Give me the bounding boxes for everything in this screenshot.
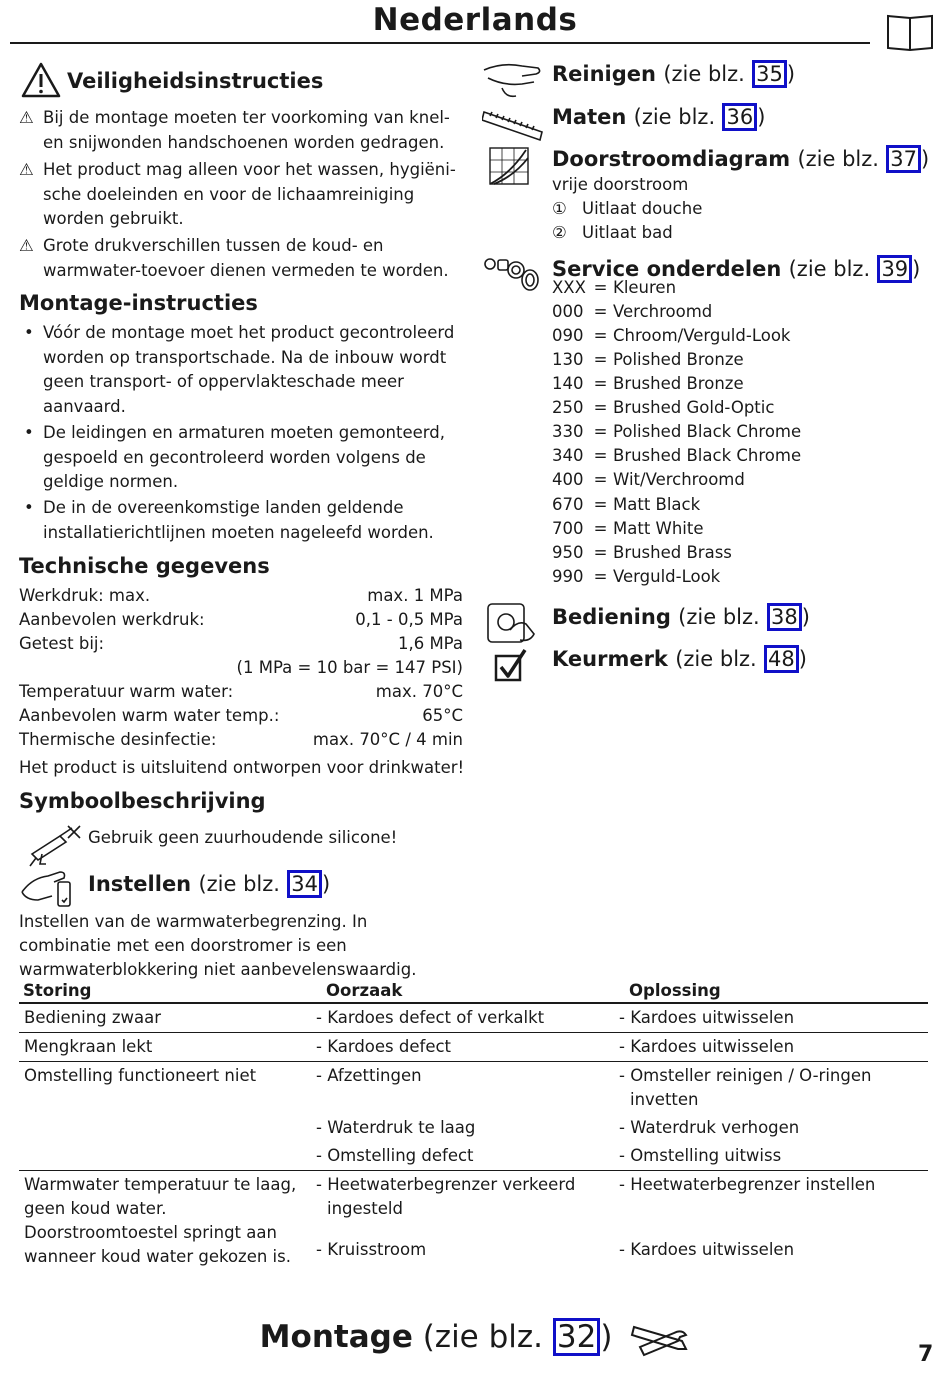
tech-title: Technische gegevens — [19, 554, 270, 578]
mounting-item: • De leidingen en armaturen moeten gemonteerd, gespoeld en gecontroleerd worden volgens de geldige normen. — [24, 423, 445, 491]
column-header: Oplossing — [625, 980, 928, 1003]
color-row: 670 = Matt Black — [552, 495, 701, 514]
table-row: Bediening zwaar - Kardoes defect of verkalkt - Kardoes uitwisselen — [19, 1003, 928, 1033]
table-row: - Omstelling defect - Omstelling uitwiss — [19, 1142, 928, 1171]
flow-diagram-icon — [486, 144, 534, 188]
color-row: 950 = Brushed Brass — [552, 543, 732, 562]
page-link-48[interactable]: 48 — [764, 645, 799, 673]
page-link-37[interactable]: 37 — [886, 145, 921, 173]
symbols-title: Symboolbeschrijving — [19, 789, 266, 813]
page-title: Nederlands — [372, 2, 578, 38]
warning-small-icon: ⚠ — [19, 108, 34, 127]
warning-small-icon: ⚠ — [19, 160, 34, 179]
color-row: 700 = Matt White — [552, 519, 704, 538]
table-row: - Waterdruk te laag - Waterdruk verhogen — [316, 1118, 800, 1137]
tech-row: (1 MPa = 10 bar = 147 PSI) — [236, 658, 463, 677]
page-link-32[interactable]: 32 — [553, 1318, 600, 1356]
checkbox-check-icon — [494, 648, 528, 684]
tech-row: Aanbevolen werkdruk: 0,1 - 0,5 MPa — [19, 610, 463, 629]
table-row: Mengkraan lekt - Kardoes defect - Kardoes uitwisselen — [19, 1033, 928, 1062]
safety-item: ⚠ Het product mag alleen voor het wassen, hygiëni-sche doeleinden en voor de lichaamreiniging worden gebruikt. — [19, 160, 456, 228]
color-row: XXX = Kleuren — [552, 278, 677, 297]
color-row: 400 = Wit/Verchroomd — [552, 470, 745, 489]
page-link-35[interactable]: 35 — [752, 60, 787, 88]
silicone-gun-icon — [22, 824, 84, 868]
maten-heading: Maten (zie blz. 36 ) — [552, 105, 766, 129]
flow-sub: vrije doorstroom — [552, 175, 689, 194]
instellen-heading: Instellen (zie blz. 34 ) — [88, 872, 331, 896]
warning-icon — [21, 62, 61, 98]
tools-icon — [630, 1319, 690, 1359]
tech-row: Temperatuur warm water: max. 70°C — [19, 682, 463, 701]
safety-title: Veiligheidsinstructies — [67, 69, 324, 93]
color-row: 340 = Brushed Black Chrome — [552, 446, 802, 465]
ruler-icon — [482, 100, 544, 144]
color-row: 140 = Brushed Bronze — [552, 374, 744, 393]
flow-item: ① Uitlaat douche — [552, 197, 702, 221]
color-row: 090 = Chroom/Verguld-Look — [552, 326, 791, 345]
bediening-heading: Bediening (zie blz. 38 ) — [552, 605, 810, 629]
service-parts-icon — [482, 252, 544, 296]
flow-item: ② Uitlaat bad — [552, 221, 673, 245]
flow-heading: Doorstroomdiagram (zie blz. 37 ) — [552, 147, 930, 171]
cleaning-hand-icon — [482, 58, 544, 102]
warning-small-icon: ⚠ — [19, 236, 34, 255]
column-header: Oorzaak — [322, 980, 625, 1003]
mounting-item: • De in de overeenkomstige landen geldende installatierichtlijnen moeten nageleefd worden. — [24, 498, 434, 542]
troubleshoot-table — [19, 980, 928, 1271]
table-row: Warmwater temperatuur te laag, geen koud water. Doorstroomtoestel springt aan wanneer koud water gekozen is. - Heetwaterbegrenzer verkeerd ingesteld - Heetwaterbegrenzer instellen — [24, 1175, 876, 1266]
tech-row: Aanbevolen warm water temp.: 65°C — [19, 706, 463, 725]
operation-hand-icon — [482, 600, 544, 644]
tech-row: Thermische desinfectie: max. 70°C / 4 min — [19, 730, 463, 749]
instellen-text: Instellen van de warmwaterbegrenzing. In combinatie met een doorstromer is een warmwaterblokkering niet aanbevelenswaardig. — [19, 912, 417, 979]
number-badge: ① — [552, 199, 567, 218]
keurmerk-heading: Keurmerk (zie blz. 48 ) — [552, 647, 807, 671]
page-link-34[interactable]: 34 — [287, 870, 322, 898]
tech-note: Het product is uitsluitend ontworpen voor drinkwater! — [19, 758, 465, 777]
column-header: Storing — [19, 980, 322, 1003]
table-row: Omstelling functioneert niet - Afzettingen - Omsteller reinigen / O-ringen invetten — [24, 1066, 872, 1109]
page-link-38[interactable]: 38 — [767, 603, 802, 631]
title-rule — [10, 42, 870, 44]
book-icon — [886, 12, 934, 52]
footer-heading: Montage (zie blz. 32 ) — [0, 1318, 950, 1359]
safety-item: ⚠ Bij de montage moeten ter voorkoming van knel- en snijwonden handschoenen worden gedragen. — [19, 108, 450, 152]
tech-row: Getest bij: 1,6 MPa — [19, 634, 463, 653]
silicone-text: Gebruik geen zuurhoudende silicone! — [88, 828, 398, 847]
table-header — [19, 980, 928, 1003]
number-badge: ② — [552, 223, 567, 242]
safety-item: ⚠ Grote drukverschillen tussen de koud- en warmwater-toevoer dienen vermeden te worden. — [19, 236, 449, 280]
page-number: 7 — [918, 1342, 934, 1367]
table-row: - Kruisstroom - Kardoes uitwisselen — [316, 1240, 795, 1260]
page-link-39[interactable]: 39 — [877, 255, 912, 283]
color-row: 990 = Verguld-Look — [552, 567, 721, 586]
color-row: 000 = Verchroomd — [552, 302, 713, 321]
color-row: 250 = Brushed Gold-Optic — [552, 398, 775, 417]
adjust-hand-icon — [18, 866, 80, 910]
tech-row: Werkdruk: max. max. 1 MPa — [19, 586, 463, 605]
page-link-36[interactable]: 36 — [722, 103, 757, 131]
color-row: 130 = Polished Bronze — [552, 350, 744, 369]
mounting-item: • Vóór de montage moet het product gecontroleerd worden op transportschade. Na de inbouw wordt geen transport- of oppervlakteschade meer aanvaard. — [24, 323, 455, 416]
service-heading: Service onderdelen (zie blz. 39 ) — [552, 257, 921, 281]
mounting-title: Montage-instructies — [19, 291, 258, 315]
reinigen-heading: Reinigen (zie blz. 35 ) — [552, 62, 796, 86]
color-row: 330 = Polished Black Chrome — [552, 422, 802, 441]
